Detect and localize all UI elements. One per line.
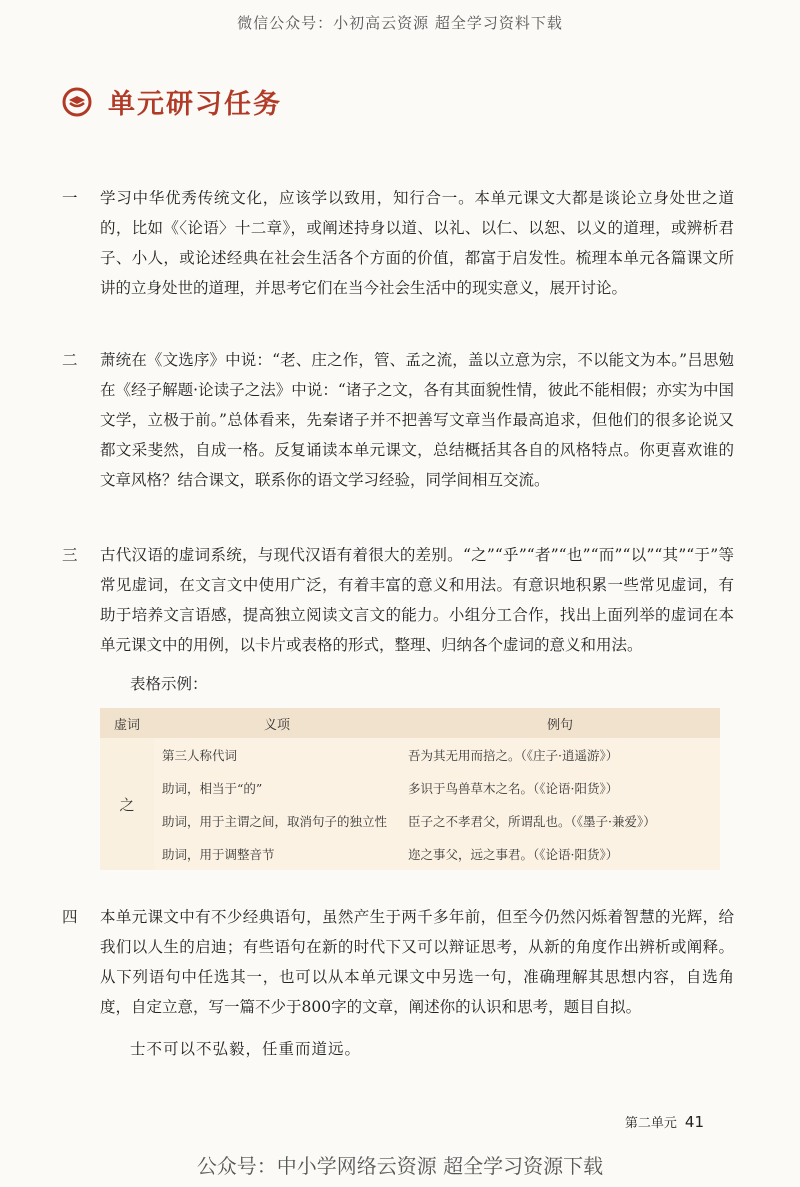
table-cell-meaning: 助词，用于调整音节	[162, 846, 275, 862]
task-text: 古代汉语的虚词系统，与现代汉语有着很大的差别。“之”“乎”“者”“也”“而”“以”“其”“于”等常见虚词，在文言文中使用广泛，有着丰富的意义和用法。有意识地积累一些常见虚词，有助于培养文言语感，提高独立阅读文言文的能力。小组分工合作，找出上面列举的虚词在本单元课文中的用例，以卡片或表格的形式，整理、归纳各个虚词的意义和用法。	[100, 546, 734, 654]
watermark-bottom: 公众号：中小学网络云资源 超全学习资源下载	[196, 1154, 604, 1178]
task-item-2	[62, 345, 734, 495]
table-cell-example: 臣子之不孝君父，所谓乱也。（《墨子·兼爱》）	[408, 813, 656, 829]
task-item-4	[62, 902, 734, 1022]
task-text: 学习中华优秀传统文化，应该学以致用，知行合一。本单元课文大都是谈论立身处世之道的，比如《〈论语〉十二章》，或阐述持身以道、以礼、以仁、以恕、以义的道理，或辨析君子、小人，或论述经典在社会生活各个方面的价值，都富于启发性。梳理本单元各篇课文所讲的立身处世的道理，并思考它们在当今社会生活中的现实意义，展开讨论。	[100, 189, 734, 297]
task-text: 本单元课文中有不少经典语句，虽然产生于两千多年前，但至今仍然闪烁着智慧的光辉，给我们以人生的启迪；有些语句在新的时代下又可以辩证思考，从新的角度作出辨析或阐释。从下列语句中任选其一，也可以从本单元课文中另选一句，准确理解其思想内容，自选角度，自定立意，写一篇不少于800字的文章，阐述你的认识和思考，题目自拟。	[100, 908, 734, 1016]
table-cell-example: 多识于鸟兽草木之名。（《论语·阳货》）	[408, 780, 619, 796]
task-text: 萧统在《文选序》中说：“老、庄之作，管、孟之流，盖以立意为宗，不以能文为本。”吕思勉在《经子解题·论读子之法》中说：“诸子之文，各有其面貌性情，彼此不能相假；亦实为中国文学，立极于前。”总体看来，先秦诸子并不把善写文章当作最高追求，但他们的很多论说又都文采斐然，自成一格。反复诵读本单元课文，总结概括其各自的风格特点。你更喜欢谁的文章风格？结合课文，联系你的语文学习经验，同学间相互交流。	[100, 351, 734, 489]
open-book-icon	[62, 87, 92, 117]
task-number: 二	[62, 351, 78, 369]
task-number: 三	[62, 546, 78, 564]
task-item-1	[62, 183, 734, 303]
table-cell-meaning: 助词，用于主谓之间，取消句子的独立性	[162, 813, 388, 829]
table-row	[100, 804, 720, 837]
unit-label: 第二单元	[624, 1116, 677, 1131]
table-cell-word: 之	[100, 738, 154, 870]
page-footer	[625, 1112, 704, 1131]
table-header-example: 例句	[546, 717, 573, 733]
table-cell-meaning: 第三人称代词	[162, 747, 238, 763]
task-number: 一	[62, 189, 78, 207]
page-number: 41	[684, 1113, 704, 1131]
task-number: 四	[62, 908, 78, 926]
table-intro: 表格示例：	[130, 675, 208, 693]
example-table	[100, 708, 720, 870]
table-header-meaning: 义项	[263, 717, 290, 733]
task-item-3	[62, 540, 734, 660]
page-title: 单元研习任务	[108, 89, 282, 120]
table-row	[100, 738, 720, 771]
table-header-row	[100, 708, 720, 738]
table-row	[100, 837, 720, 870]
quote: 士不可以不弘毅，任重而道远。	[130, 1040, 362, 1058]
table-header-word: 虚词	[113, 717, 140, 733]
table-cell-example: 迩之事父，远之事君。（《论语·阳货》）	[408, 846, 619, 862]
table-row	[100, 771, 720, 804]
section-header	[62, 82, 282, 121]
table-cell-example: 吾为其无用而掊之。（《庄子·逍遥游》）	[408, 747, 619, 763]
table-cell-meaning: 助词，相当于“的”	[162, 780, 263, 796]
watermark-top: 微信公众号：小初高云资源 超全学习资料下载	[237, 14, 563, 32]
